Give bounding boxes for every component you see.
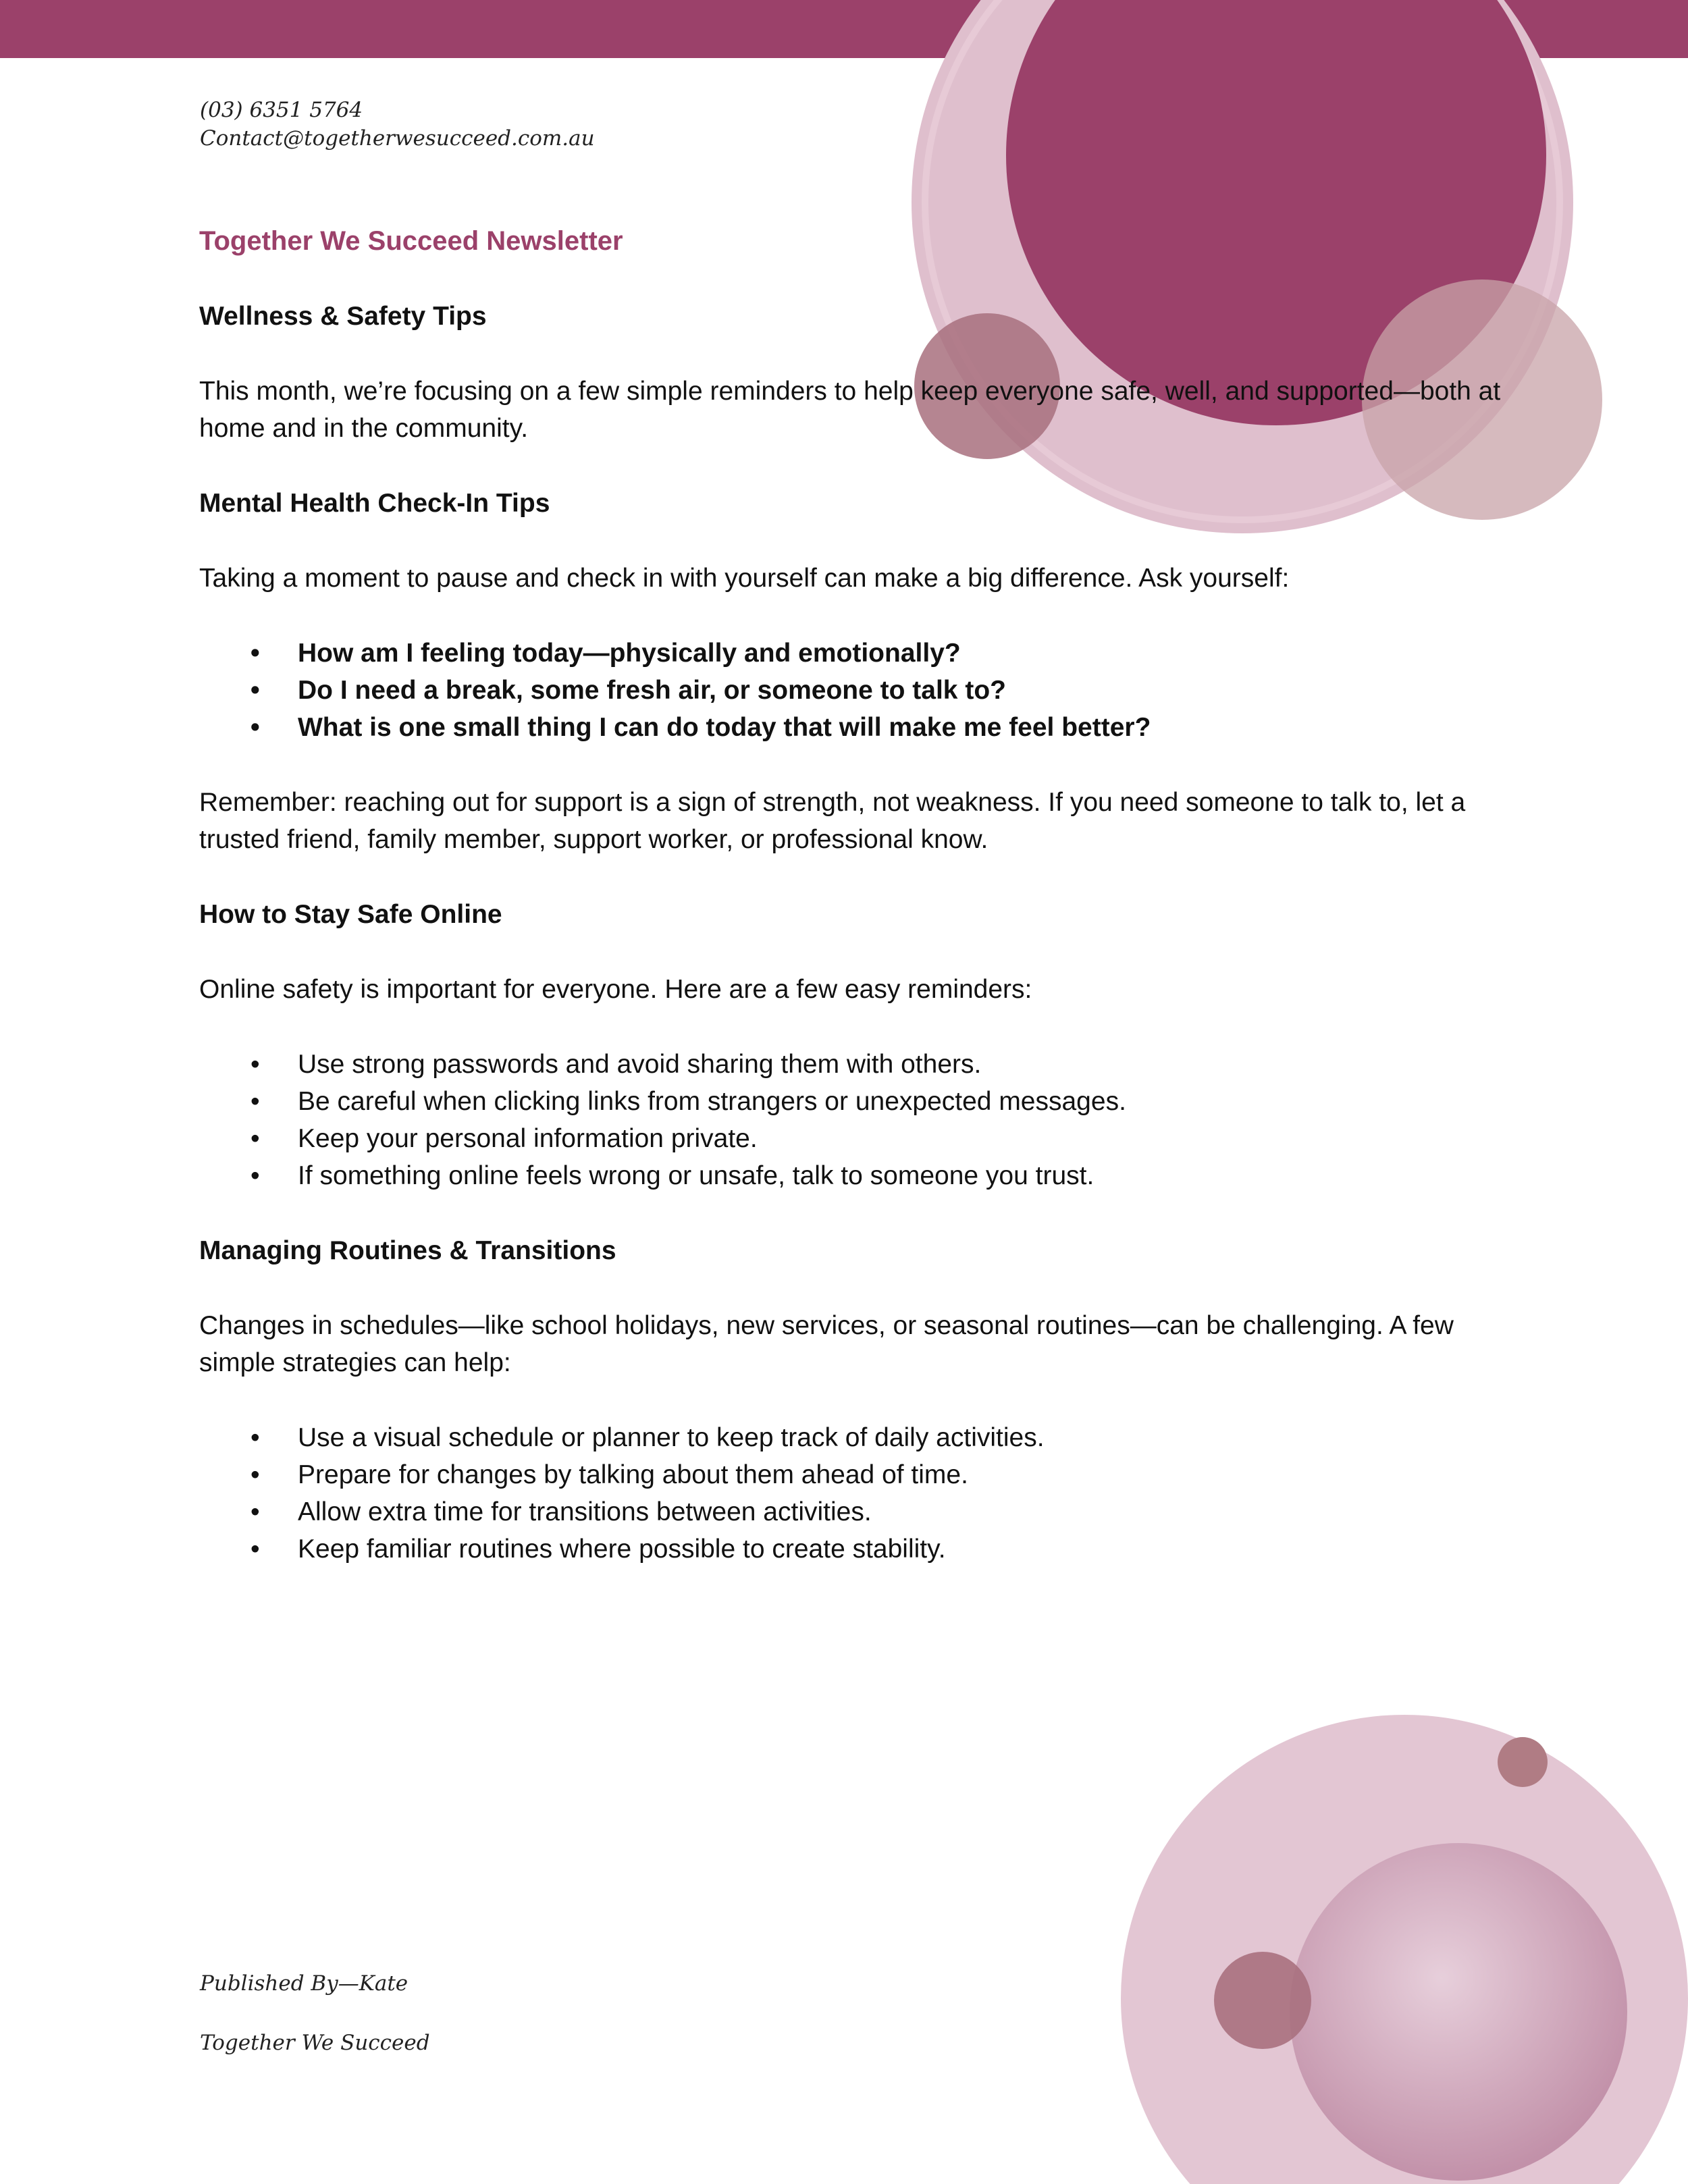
list-item: • Use a visual schedule or planner to keep track of daily activities. [199, 1419, 1509, 1456]
heading-online-safety: How to Stay Safe Online [199, 900, 502, 929]
heading-mental-health: Mental Health Check-In Tips [199, 489, 550, 518]
phone-number: (03) 6351 5764 [200, 98, 363, 122]
online-safety-tips [199, 1046, 1509, 1194]
list-item: • How am I feeling today—physically and emotionally? [199, 635, 1509, 672]
list-item: • What is one small thing I can do today that will make me feel better? [199, 709, 1509, 746]
list-item: • Use strong passwords and avoid sharing them with others. [199, 1046, 1509, 1083]
mental-health-questions [199, 635, 1509, 746]
footer-organization: Together We Succeed [200, 2031, 430, 2055]
routines-strategies [199, 1419, 1509, 1568]
contact-block [200, 96, 595, 153]
online-safety-intro: Online safety is important for everyone. Here are a few easy reminders: [199, 975, 1032, 1004]
routines-intro: Changes in schedules—like school holidays, new services, or seasonal routines—can be challenging. A few simple strategies can help: [199, 1311, 1454, 1377]
mental-health-reminder: Remember: reaching out for support is a sign of strength, not weakness. If you need someone to talk to, let a trusted friend, family member, support worker, or professional know. [199, 788, 1466, 854]
wellness-intro: This month, we’re focusing on a few simple reminders to help keep everyone safe, well, and supported—both at home and in the community. [199, 377, 1501, 443]
deco-circle-gradient-bottom [1290, 1843, 1627, 2181]
newsletter-title: Together We Succeed Newsletter [199, 226, 623, 256]
list-item: • If something online feels wrong or unsafe, talk to someone you trust. [199, 1157, 1509, 1194]
heading-routines: Managing Routines & Transitions [199, 1236, 616, 1265]
deco-circle-tiny-bottom [1498, 1737, 1548, 1787]
newsletter-content [199, 223, 1509, 1605]
list-item: • Allow extra time for transitions between activities. [199, 1493, 1509, 1530]
published-by: Published By—Kate [200, 1971, 408, 1996]
mental-health-intro: Taking a moment to pause and check in with yourself can make a big difference. Ask yourself: [199, 564, 1290, 593]
list-item: • Keep familiar routines where possible to create stability. [199, 1530, 1509, 1568]
list-item: • Prepare for changes by talking about them ahead of time. [199, 1456, 1509, 1493]
list-item: • Keep your personal information private. [199, 1120, 1509, 1157]
heading-wellness: Wellness & Safety Tips [199, 302, 487, 331]
list-item: • Do I need a break, some fresh air, or someone to talk to? [199, 672, 1509, 709]
email-address: Contact@togetherwesucceed.com.au [200, 126, 595, 151]
list-item: • Be careful when clicking links from strangers or unexpected messages. [199, 1083, 1509, 1120]
deco-circle-small-bottom-left [1214, 1952, 1311, 2049]
